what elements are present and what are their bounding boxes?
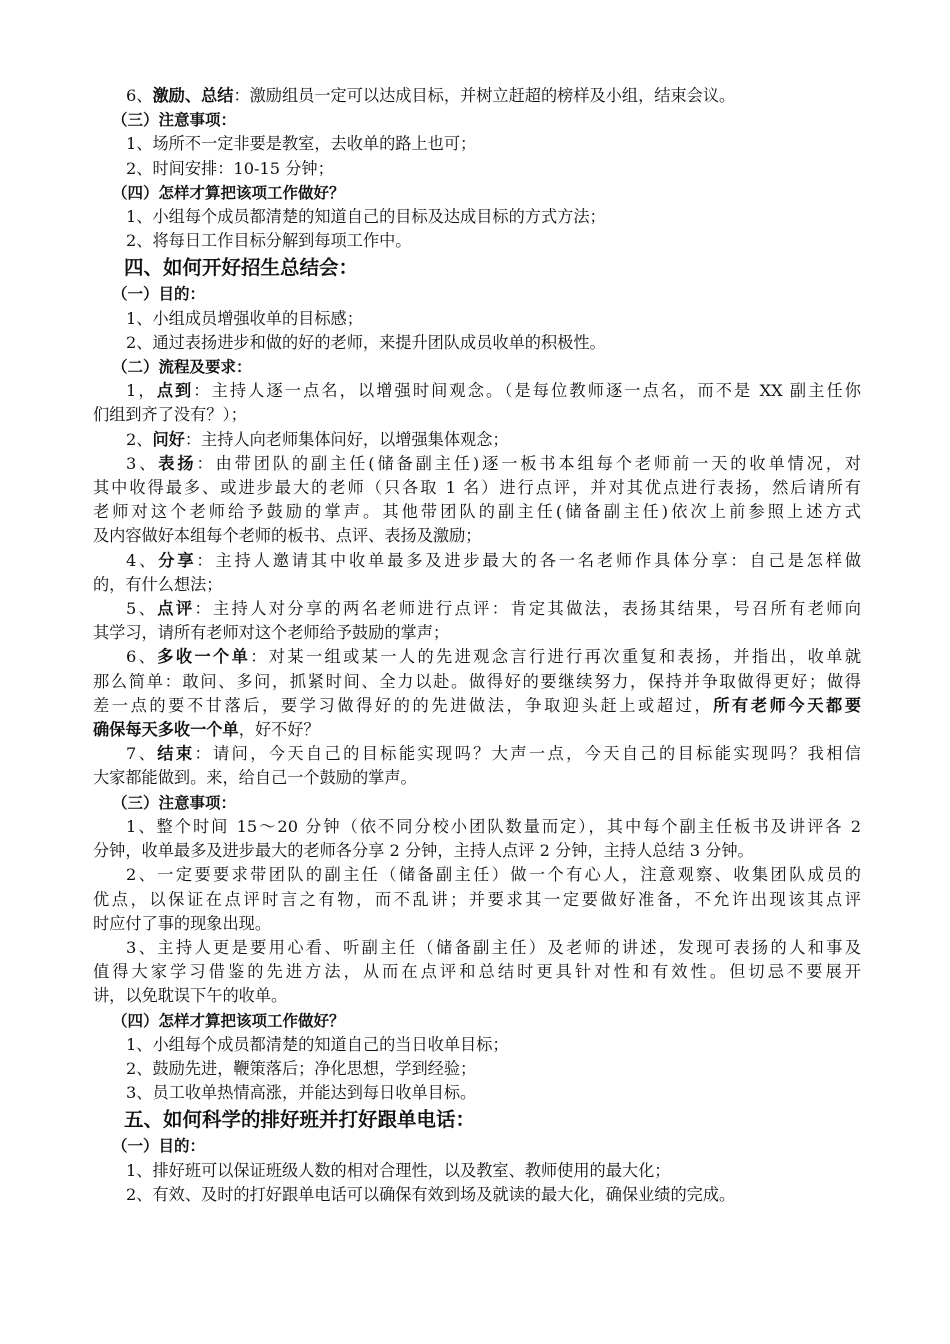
paragraph-line: 老师对这个老师给予鼓励的掌声。其他带团队的副主任(储备副主任)依次上前参照上述方式 [93,502,861,522]
list-item: 2、有效、及时的打好跟单电话可以确保有效到场及就读的最大化，确保业绩的完成。 [126,1184,736,1204]
paragraph-line: 优点，以保证在点评时言之有物，而不乱讲；并要求其一定要做好准备，不允许出现该其点评 [93,889,861,909]
emphasis-text: 确保每天多收一个单 [93,720,239,740]
subsection-heading: （二）流程及要求： [112,358,252,377]
paragraph-line: 3、表扬：由带团队的副主任(储备副主任)逐一板书本组每个老师前一天的收单情况，对 [126,453,861,473]
paragraph-line: 差一点的要不甘落后，要学习做得好的的先进做法，争取迎头赶上或超过，所有老师今天都要 [93,695,862,715]
paragraph-line: 分钟，收单最多及进步最大的老师各分享 2 分钟，主持人点评 2 分钟，主持人总结 3 分钟。 [93,841,754,861]
paragraph-line: 2、问好：主持人向老师集体问好，以增强集体观念； [126,429,509,449]
keyword: 点评 [157,599,195,619]
emphasis-text: 所有老师今天都要 [713,695,862,715]
paragraph-line: 其学习，请所有老师对这个老师给予鼓励的掌声； [93,623,450,643]
section-heading: 五、如何科学的排好班并打好跟单电话： [124,1108,476,1132]
subsection-heading: （一）目的： [112,1137,206,1156]
paragraph [93,84,861,108]
list-item: 1、小组每个成员都清楚的知道自己的目标及达成目标的方式方法； [126,207,606,227]
list-item: 2、时间安排：10-15 分钟； [126,158,334,178]
paragraph-line: 6、多收一个单：对某一组或某一人的先进观念言行进行再次重复和表扬，并指出，收单就 [126,647,862,667]
paragraph-line: 1、整个时间 15～20 分钟（依不同分校小团队数量而定），其中每个副主任板书及讲评各 2 [126,816,861,836]
keyword: 问好 [152,429,185,449]
subsection-heading: （三）注意事项： [112,793,237,812]
list-item: 1、小组成员增强收单的目标感； [126,308,363,328]
list-item: 3、员工收单热情高涨，并能达到每日收单目标。 [126,1083,477,1103]
list-item: 2、将每日工作目标分解到每项工作中。 [126,231,412,251]
paragraph-line: 5、点评：主持人对分享的两名老师进行点评：肯定其做法，表扬其结果，号召所有老师向 [126,599,861,619]
paragraph-line: 们组到齐了没有？）； [93,405,247,425]
paragraph-line: 确保每天多收一个单，好不好？ [93,720,320,740]
list-item: 2、鼓励先进，鞭策落后；净化思想，学到经验； [126,1058,477,1078]
keyword: 分享 [158,550,197,570]
document-page [93,84,861,1207]
paragraph-line: 2、一定要要求带团队的副主任（储备副主任）做一个有心人，注意观察、收集团队成员的 [126,865,861,885]
paragraph-line: 3、主持人更是要用心看、听副主任（储备副主任）及老师的讲述，发现可表扬的人和事及 [126,937,861,957]
paragraph-line: 大家都能做到。来，给自己一个鼓励的掌声。 [93,768,417,788]
list-item: 2、通过表扬进步和做的好的老师，来提升团队成员收单的积极性。 [126,332,606,352]
subsection-heading: （三）注意事项： [112,111,237,130]
paragraph-line: 讲，以免耽误下午的收单。 [93,986,288,1006]
keyword: 多收一个单 [157,647,251,667]
keyword: 结束 [157,744,195,764]
keyword: 点到 [156,381,194,401]
list-item: 1、小组每个成员都清楚的知道自己的当日收单目标； [126,1034,509,1054]
list-item: 1、场所不一定非要是教室，去收单的路上也可； [126,134,477,154]
paragraph-line: 及内容做好本组每个老师的板书、点评、表扬及激励； [93,526,482,546]
paragraph-line: 时应付了事的现象出现。 [93,913,272,933]
section-heading: 四、如何开好招生总结会： [124,256,359,280]
paragraph-line: 4、分享：主持人邀请其中收单最多及进步最大的各一名老师作具体分享：自己是怎样做 [126,550,862,570]
paragraph-line: 其中收得最多、或进步最大的老师（只各取 1 名）进行点评，并对其优点进行表扬，然后请所有 [93,478,861,498]
subsection-heading: （四）怎样才算把该项工作做好？ [112,183,345,202]
paragraph-line: 值得大家学习借鉴的先进方法，从而在点评和总结时更具针对性和有效性。但切忌不要展开 [93,962,861,982]
paragraph-line: 的，有什么想法； [93,574,223,594]
keyword: 表扬 [158,453,197,473]
paragraph-line: 1，点到：主持人逐一点名，以增强时间观念。（是每位教师逐一点名，而不是 XX 副主任你 [126,381,861,401]
item-number: 6、 [126,86,153,105]
paragraph-line: 7、结束：请问，今天自己的目标能实现吗？大声一点，今天自己的目标能实现吗？我相信 [126,744,861,764]
subsection-heading: （一）目的： [112,285,206,304]
list-item: 1、排好班可以保证班级人数的相对合理性，以及教室、教师使用的最大化； [126,1160,671,1180]
text: ：激励组员一定可以达成目标，并树立赶超的榜样及小组，结束会议。 [233,86,736,105]
subsection-heading: （四）怎样才算把该项工作做好？ [112,1011,345,1030]
paragraph-line: 那么简单：敢问、多问，抓紧时间、全力以赴。做得好的要继续努力，保持并争取做得更好；做得 [93,671,861,691]
keyword: 激励、总结 [152,86,234,105]
